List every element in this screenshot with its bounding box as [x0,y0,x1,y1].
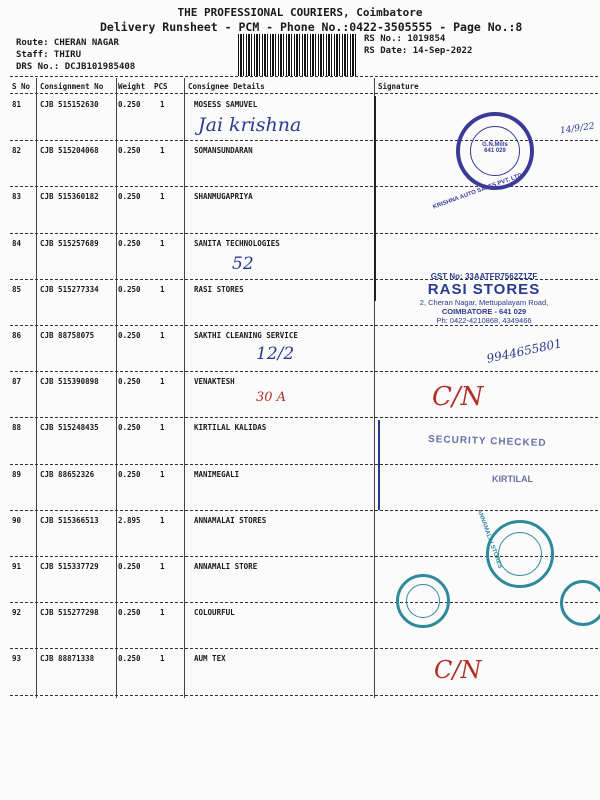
row-sno: 93 [12,654,22,664]
row-consignee: MOSESS SAMUVEL [194,100,258,109]
row-separator [10,510,598,511]
row-weight: 0.250 [118,562,141,571]
row-consignee: SANITA TECHNOLOGIES [194,238,280,248]
row-separator [10,602,598,603]
row-consignee: SHANMUGAPRIYA [194,192,253,202]
row-consignment-no: CJB 515366513 [40,515,99,525]
rs-number: RS No.: 1019854 [364,34,446,44]
drs-number: DRS No.: DCJB101985408 [16,62,136,72]
row-weight: 0.250 [118,100,141,109]
row-pcs: 1 [160,469,165,479]
row-consignment-no: CJB 515277334 [40,284,99,294]
pen-stroke [374,96,376,301]
row-pcs: 1 [160,608,165,618]
stamp-text: ANNAMALAI STORES [475,508,503,570]
row-consignment-no: CJB 515204068 [40,146,99,156]
route-label: Route: CHERAN NAGAR [16,38,119,48]
pen-stroke [378,420,380,510]
row-consignment-no: CJB 515360182 [40,192,99,202]
handwritten-phone: 9944655801 [485,336,563,366]
handwritten-note: 30 A [256,390,287,405]
handwritten-signature: Jai krishna [198,114,302,136]
handwritten-cn-mark: C/N [432,382,484,412]
row-sno: 89 [12,469,22,479]
row-sno: 82 [12,146,22,156]
row-separator [10,371,598,372]
runsheet-title: Delivery Runsheet - PCM - Phone No.:0422-3505555 - Page No.:8 [100,20,523,34]
row-weight: 0.250 [118,423,141,433]
row-separator [10,695,598,696]
barcode [238,34,356,76]
row-pcs: 1 [160,562,165,571]
row-weight: 2.895 [118,515,141,525]
row-pcs: 1 [160,284,165,294]
row-weight: 0.250 [118,146,141,156]
row-pcs: 1 [160,515,165,525]
staff-label: Staff: THIRU [16,50,82,60]
row-separator [10,464,598,465]
row-consignee: VENAKTESH [194,377,235,387]
col-consignment: Consignment No [40,82,104,91]
row-consignment-no: CJB 515257689 [40,238,99,248]
rs-date: RS Date: 14-Sep-2022 [364,46,473,56]
row-weight: 0.250 [118,654,141,664]
row-pcs: 1 [160,377,165,387]
row-pcs: 1 [160,238,165,248]
row-sno: 92 [12,608,22,618]
row-consignment-no: CJB 515152630 [40,100,99,109]
row-sno: 81 [12,100,22,109]
row-sno: 91 [12,562,22,571]
row-consignment-no: CJB 515277298 [40,608,99,618]
col-divider [36,78,37,698]
row-weight: 0.250 [118,469,141,479]
row-sno: 83 [12,192,22,202]
row-separator [10,325,598,326]
round-stamp [560,580,600,626]
row-weight: 0.250 [118,192,141,202]
rasi-stores-stamp [394,272,574,325]
row-sno: 87 [12,377,22,387]
row-consignee: KIRTILAL KALIDAS [194,423,267,433]
row-consignment-no: CJB 515337729 [40,562,99,571]
row-pcs: 1 [160,100,165,109]
row-consignee: SOMANSUNDARAN [194,146,253,156]
handwritten-date: 14/9/22 [559,121,596,137]
handwritten-cn-mark: C/N [434,656,482,684]
row-sno: 88 [12,423,22,433]
row-consignment-no: CJB 515390898 [40,377,99,387]
col-consignee: Consignee Details [188,82,265,91]
row-consignment-no: CJB 88758075 [40,331,95,340]
handwritten-note: 12/2 [256,344,295,364]
header-rule [10,93,598,94]
col-pcs: PCS [154,82,168,91]
col-divider [184,78,185,698]
row-sno: 86 [12,331,22,340]
row-consignee: ANNAMALAI STORES [194,515,267,525]
round-stamp [396,574,450,628]
row-weight: 0.250 [118,608,141,618]
row-weight: 0.250 [118,238,141,248]
seal-text: KRISHNA AUTO SALES PVT. LTD [432,172,523,211]
row-weight: 0.250 [118,377,141,387]
col-sno: S No [12,82,31,91]
handwritten-note: 52 [232,254,254,274]
row-consignee: RASI STORES [194,284,244,294]
row-pcs: 1 [160,146,165,156]
row-separator [10,417,598,418]
row-pcs: 1 [160,192,165,202]
company-seal: G.N.Mills 641 029 [456,112,534,190]
row-consignee: SAKTHI CLEANING SERVICE [194,331,298,340]
kirtilal-stamp: KIRTILAL [492,474,533,484]
row-consignment-no: CJB 88871338 [40,654,95,664]
security-checked-stamp: SECURITY CHECKED [427,433,547,450]
row-separator [10,233,598,234]
col-signature: Signature [378,82,419,91]
row-weight: 0.250 [118,331,141,340]
row-sno: 90 [12,515,22,525]
row-pcs: 1 [160,423,165,433]
row-consignee: MANIMEGALI [194,469,240,479]
col-divider [116,78,117,698]
row-consignment-no: CJB 515248435 [40,423,99,433]
col-weight: Weight [118,82,146,91]
stamp-city: COIMBATORE - 641 029 [441,307,527,316]
row-consignee: COLOURFUL [194,608,235,618]
company-title: THE PROFESSIONAL COURIERS, Coimbatore [177,6,423,19]
row-weight: 0.250 [118,284,141,294]
row-sno: 85 [12,284,22,294]
row-sno: 84 [12,238,22,248]
stamp-address: 2, Cheran Nagar, Mettupalayam Road, [419,298,549,307]
row-consignment-no: CJB 88652326 [40,469,95,479]
stamp-gst: GST No: 33AATFR7562Z1ZF [430,272,538,281]
row-separator [10,648,598,649]
table-top-rule [10,76,598,77]
row-pcs: 1 [160,654,165,664]
stamp-phone: Ph: 0422-4210868, 4349466 [436,316,532,325]
row-consignee: AUM TEX [194,654,226,664]
stamp-name: RASI STORES [427,281,541,298]
row-consignee: ANNAMALI STORE [194,562,258,571]
row-pcs: 1 [160,331,165,340]
